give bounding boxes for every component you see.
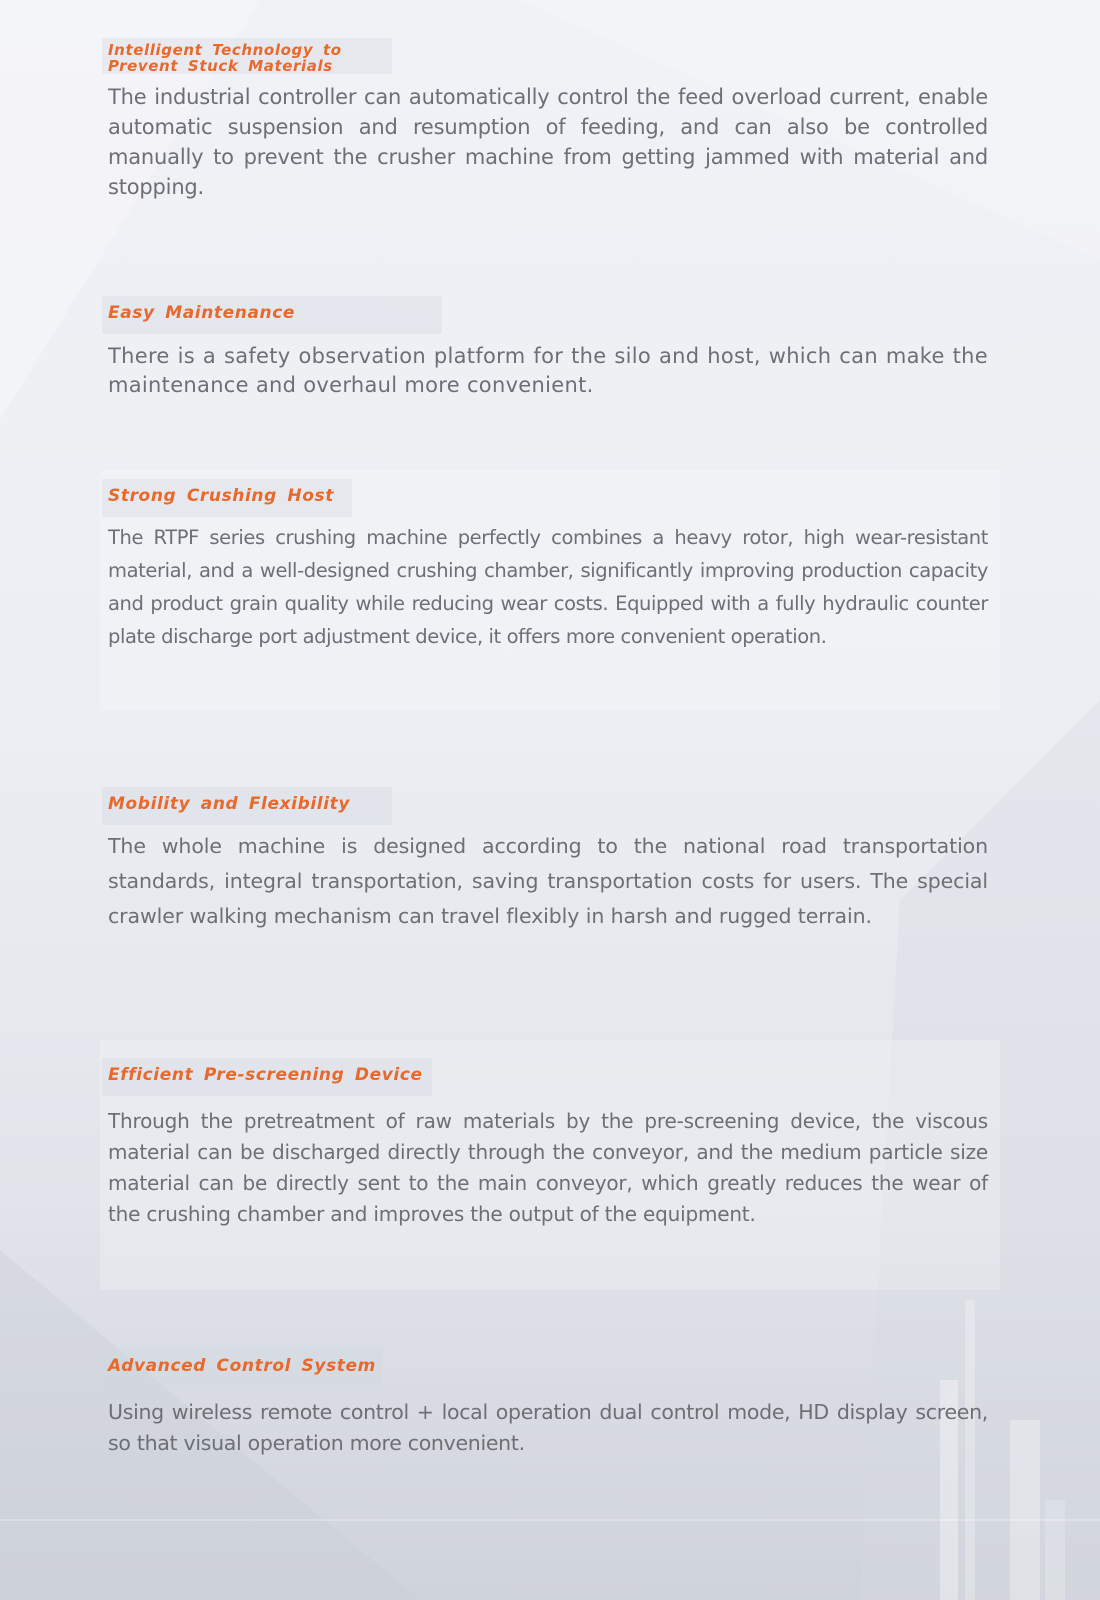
feature-section-crushing-host — [108, 487, 988, 653]
feature-section-stuck-materials — [108, 42, 988, 202]
section-heading: Intelligent Technology to Prevent Stuck Materials — [108, 41, 342, 75]
feature-section-easy-maintenance — [108, 304, 988, 400]
section-body: There is a safety observation platform for the silo and host, which can make the maintenance and overhaul more convenient. — [108, 344, 988, 397]
section-heading: Advanced Control System — [108, 1356, 376, 1376]
section-body: Through the pretreatment of raw materials by the pre-screening device, the viscous material can be discharged directly through the conveyor, and the medium particle size material can be directly sent to the main conveyor, which greatly reduces the wear of the crushing chamber and improves the output of the equipment. — [108, 1109, 988, 1226]
feature-section-control-system — [108, 1357, 988, 1459]
section-body: Using wireless remote control + local operation dual control mode, HD display screen, so that visual operation more convenient. — [108, 1400, 988, 1455]
feature-section-pre-screening — [108, 1066, 988, 1230]
section-heading: Efficient Pre-screening Device — [108, 1065, 423, 1085]
section-body: The industrial controller can automatically control the feed overload current, enable automatic suspension and resumption of feeding, and can also be controlled manually to prevent the crusher machine from getting jammed with material and stopping. — [108, 85, 988, 199]
feature-section-mobility — [108, 795, 988, 934]
section-heading: Easy Maintenance — [108, 303, 296, 323]
section-heading: Strong Crushing Host — [108, 486, 334, 506]
section-body: The whole machine is designed according to the national road transportation standards, integral transportation, saving transportation costs for users. The special crawler walking mechanism can travel flexibly in harsh and rugged terrain. — [108, 834, 988, 928]
section-heading: Mobility and Flexibility — [108, 794, 351, 814]
section-body: The RTPF series crushing machine perfectly combines a heavy rotor, high wear-resistant material, and a well-designed crushing chamber, significantly improving production capacity and product grain quality while reducing wear costs. Equipped with a fully hydraulic counter plate discharge port adjustment device, it offers more convenient operation. — [108, 526, 988, 648]
